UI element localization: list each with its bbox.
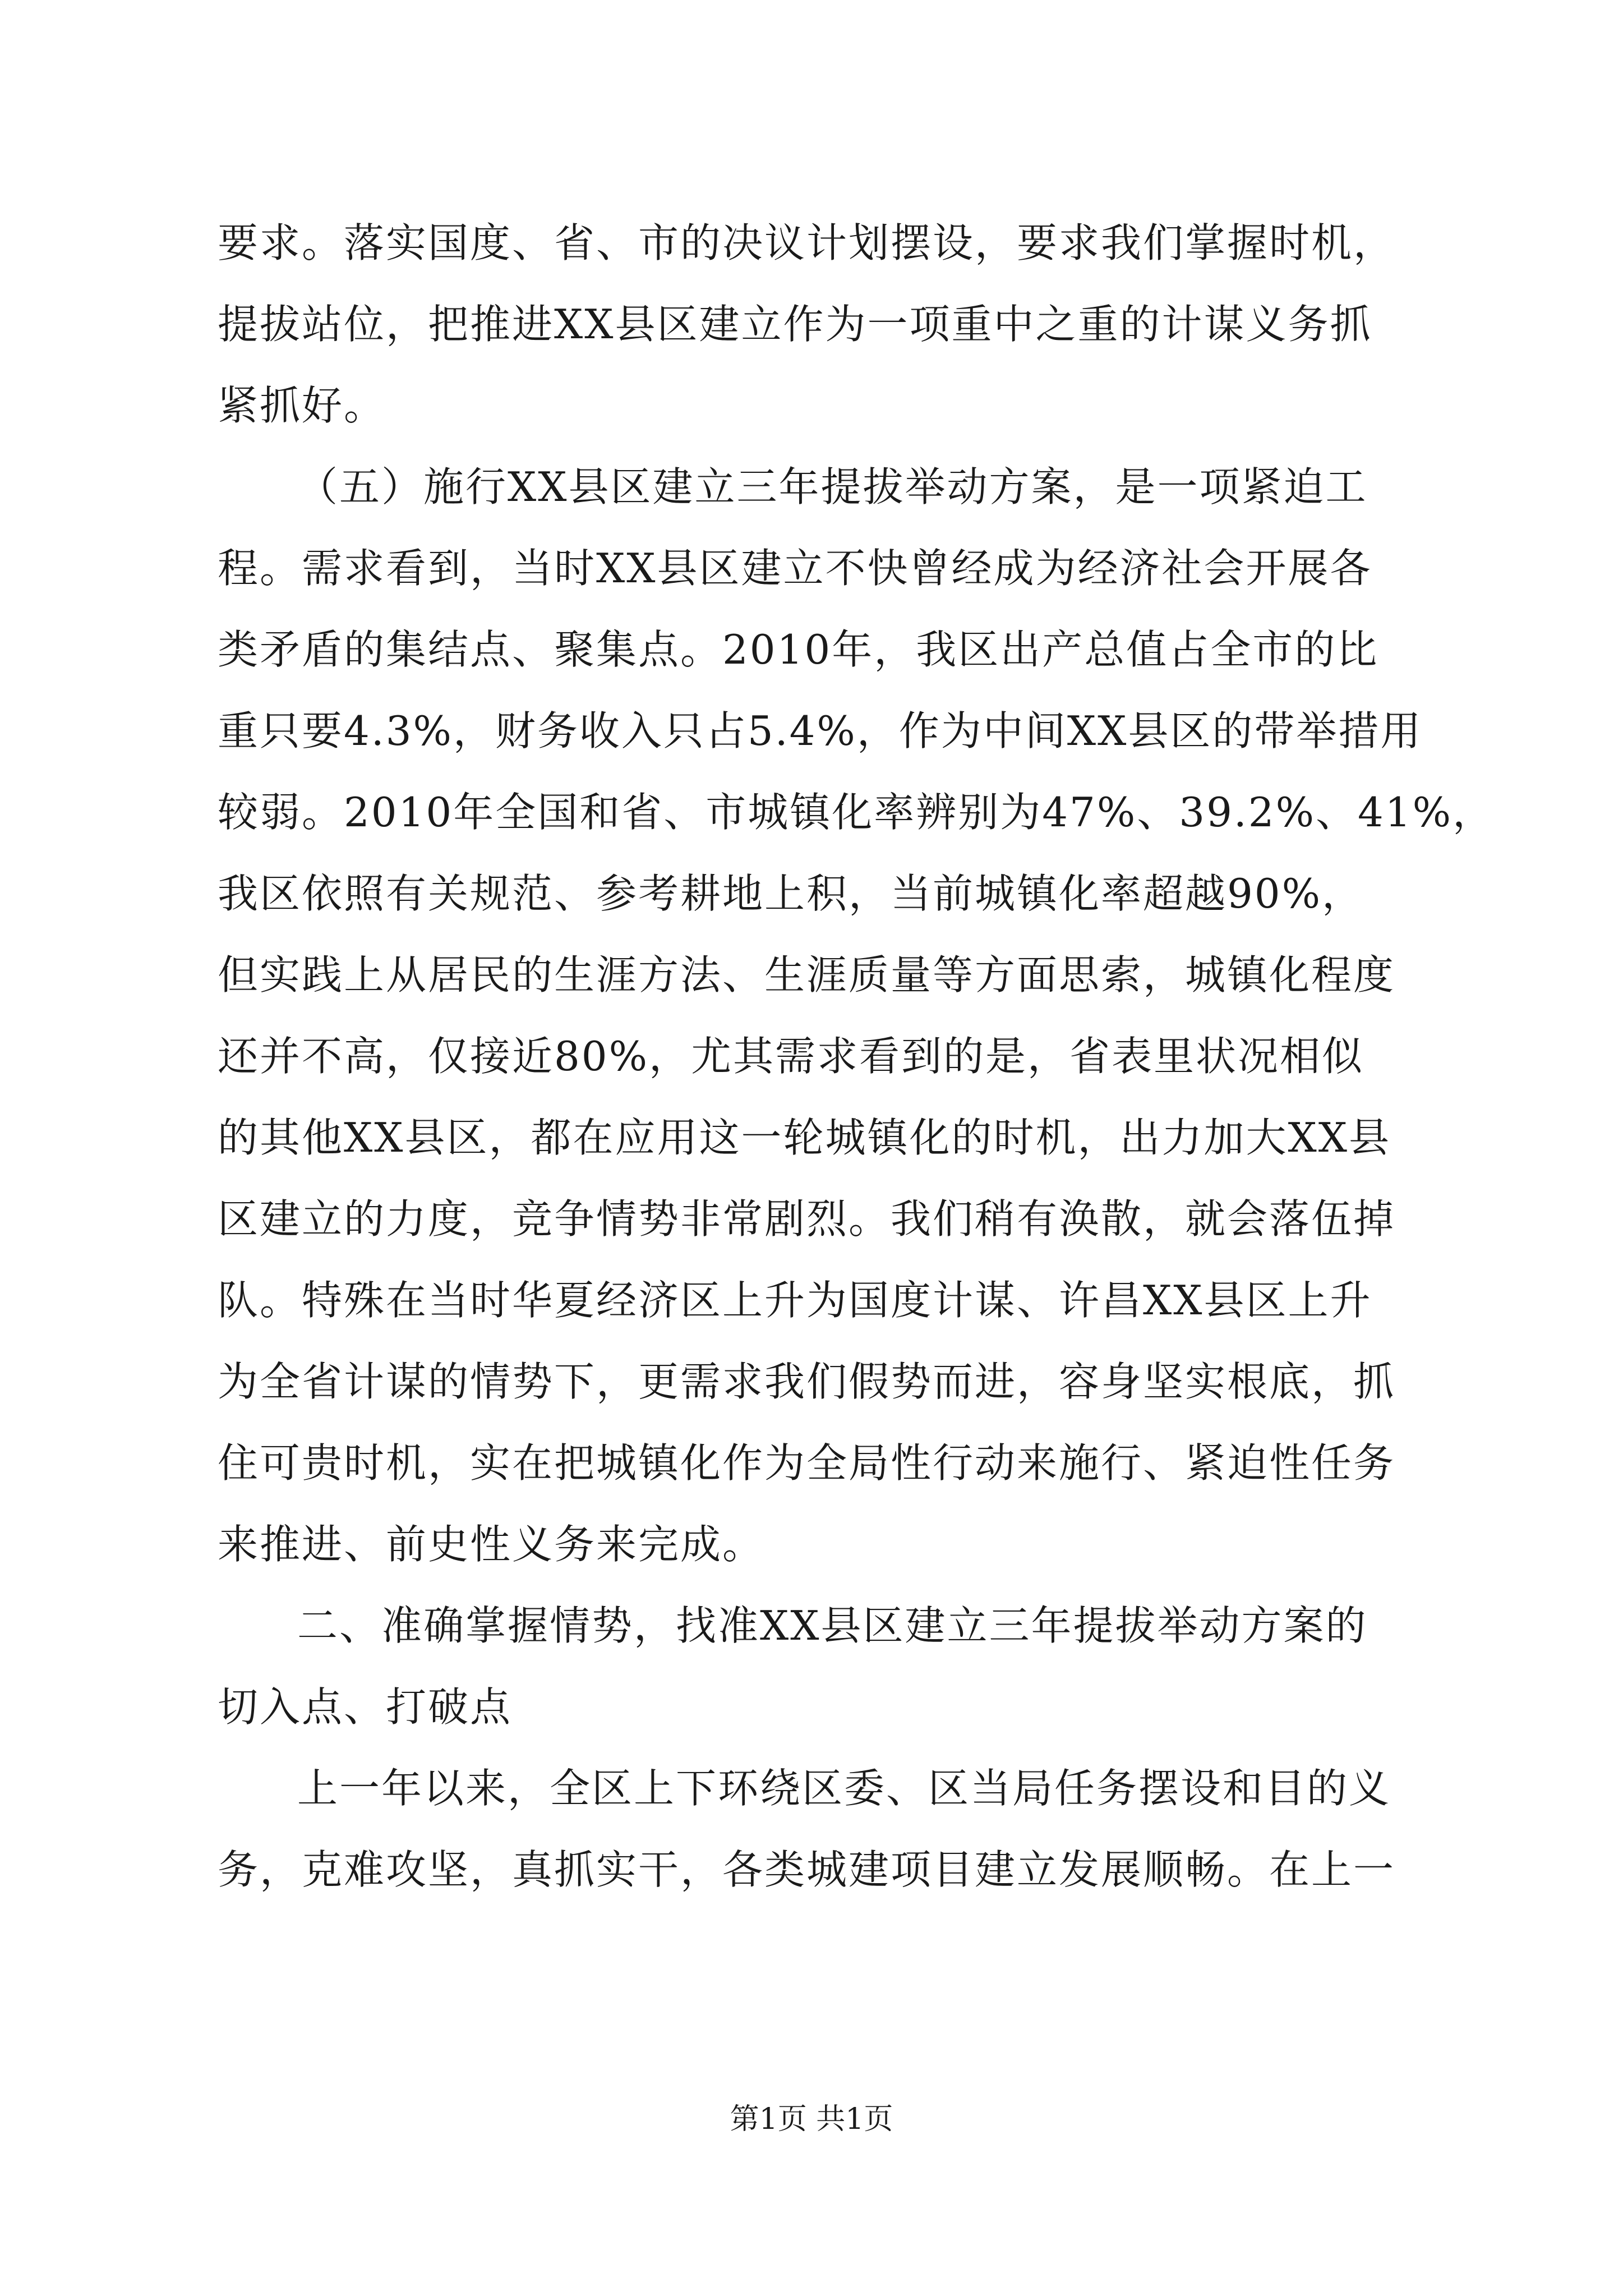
body-line: 要求。落实国度、省、市的决议计划摆设，要求我们掌握时机， bbox=[218, 219, 1396, 266]
body-line: 提拔站位，把推进XX县区建立作为一项重中之重的计谋义务抓 bbox=[218, 301, 1372, 348]
body-line: 上一年以来，全区上下环绕区委、区当局任务摆设和目的义 bbox=[297, 1765, 1391, 1812]
body-line: 类矛盾的集结点、聚集点。2010年，我区出产总值占全市的比 bbox=[218, 626, 1379, 673]
body-line: 还并不高，仅接近80%，尤其需求看到的是，省表里状况相似 bbox=[218, 1033, 1364, 1080]
body-line: 重只要4.3%，财务收入只占5.4%，作为中间XX县区的带举措用 bbox=[218, 707, 1423, 754]
body-line: 住可贵时机，实在把城镇化作为全局性行动来施行、紧迫性任务 bbox=[218, 1439, 1396, 1487]
body-line: 区建立的力度，竞争情势非常剧烈。我们稍有涣散，就会落伍掉 bbox=[218, 1195, 1396, 1243]
section-heading: 二、准确掌握情势，找准XX县区建立三年提拔举动方案的 bbox=[297, 1602, 1368, 1649]
body-line: 紧抓好。 bbox=[218, 382, 386, 429]
body-line: 务，克难攻坚，真抓实干，各类城建项目建立发展顺畅。在上一 bbox=[218, 1846, 1396, 1893]
body-line: 但实践上从居民的生涯方法、生涯质量等方面思索，城镇化程度 bbox=[218, 951, 1396, 999]
body-line: 队。特殊在当时华夏经济区上升为国度计谋、许昌XX县区上升 bbox=[218, 1277, 1372, 1324]
body-line: （五）施行XX县区建立三年提拔举动方案，是一项紧迫工 bbox=[297, 463, 1368, 510]
body-line: 为全省计谋的情势下，更需求我们假势而进，容身坚实根底，抓 bbox=[218, 1358, 1396, 1405]
section-heading: 切入点、打破点 bbox=[218, 1683, 513, 1731]
body-line: 的其他XX县区，都在应用这一轮城镇化的时机，出力加大XX县 bbox=[218, 1114, 1391, 1161]
page-footer: 第1页 共1页 bbox=[730, 2102, 893, 2136]
body-line: 较弱。2010年全国和省、市城镇化率辨别为47%、39.2%、41%， bbox=[218, 789, 1495, 836]
body-line: 我区依照有关规范、参考耕地上积，当前城镇化率超越90%， bbox=[218, 870, 1364, 917]
body-line: 程。需求看到，当时XX县区建立不快曾经成为经济社会开展各 bbox=[218, 545, 1372, 592]
body-line: 来推进、前史性义务来完成。 bbox=[218, 1521, 765, 1568]
